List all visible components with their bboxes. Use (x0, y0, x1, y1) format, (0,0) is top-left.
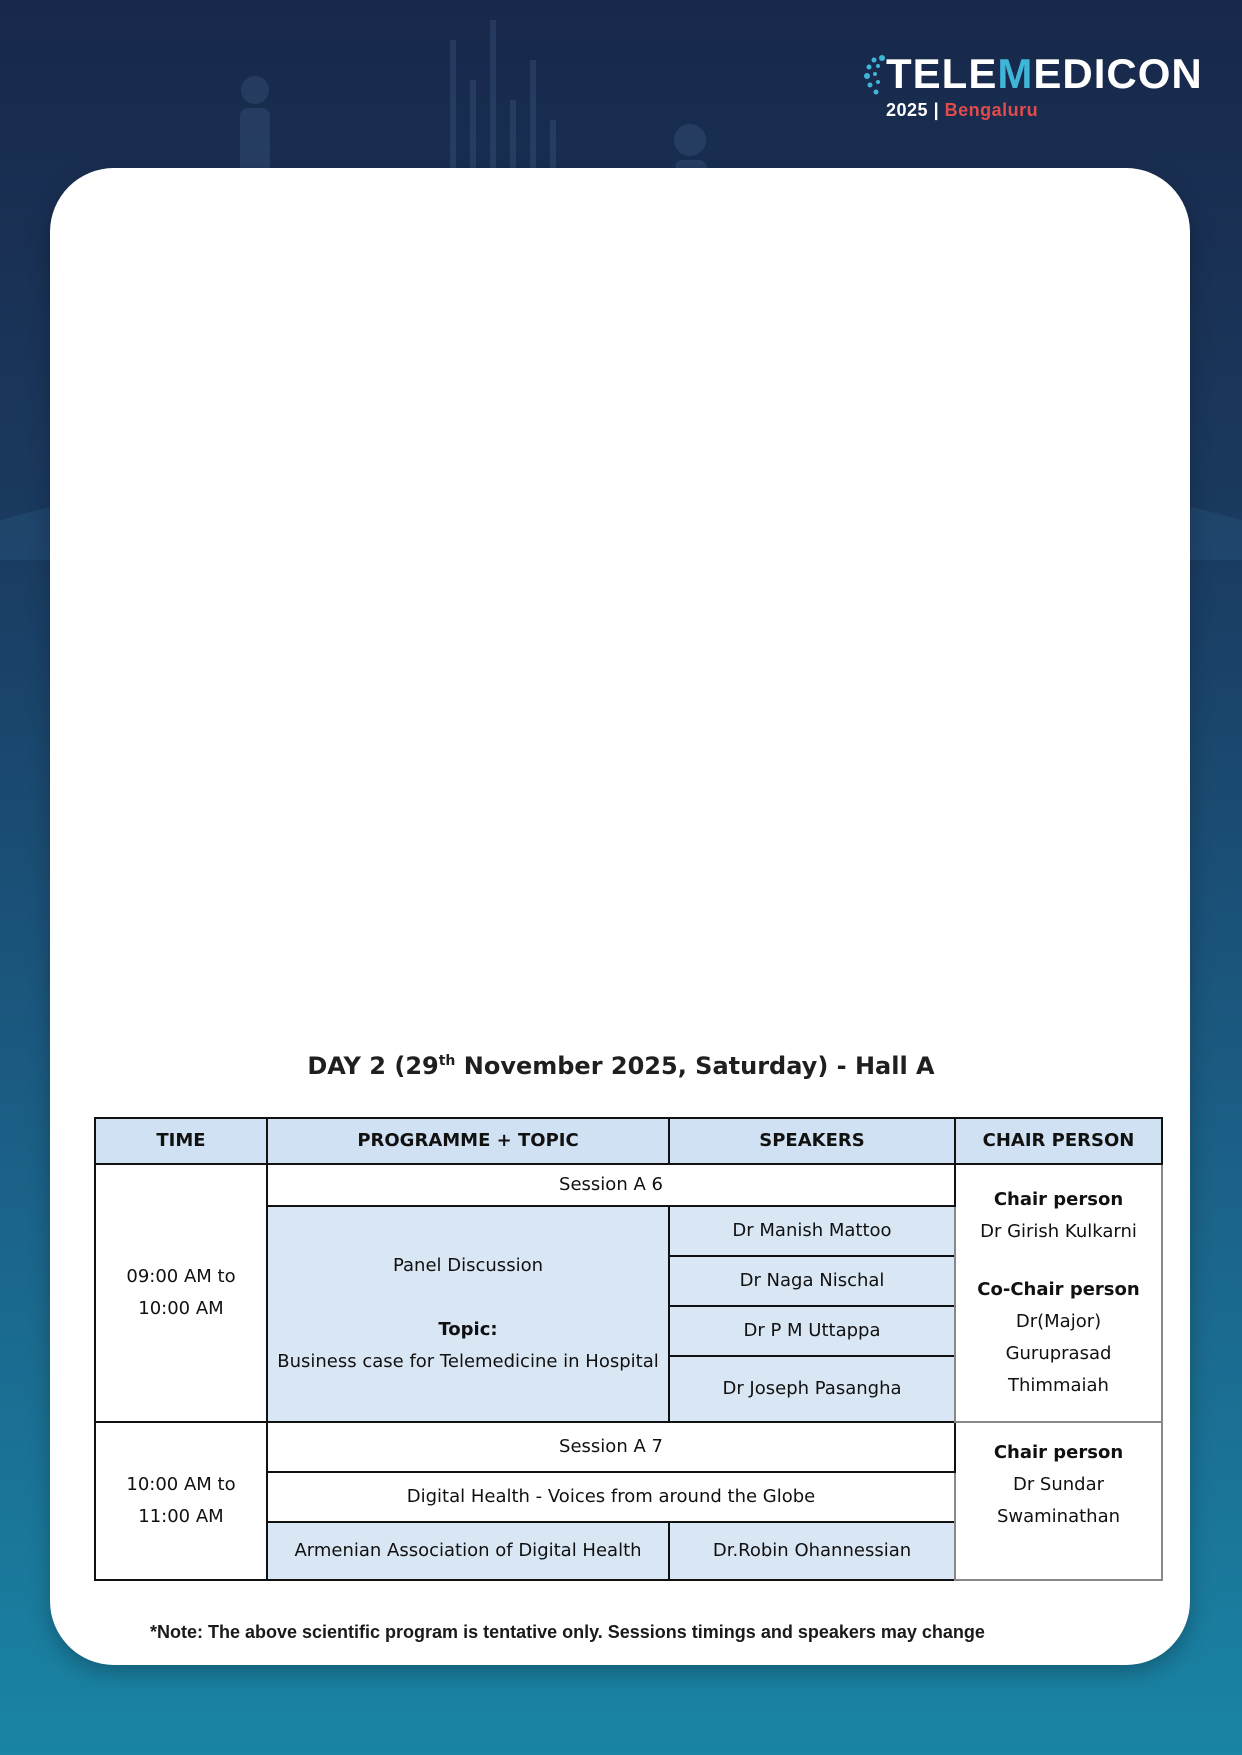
speaker-cell: Dr.Robin Ohannessian (669, 1522, 955, 1580)
topic-label: Topic: (438, 1319, 498, 1340)
topic-text: Business case for Telemedicine in Hospital (277, 1351, 659, 1372)
session-title: Session A 6 (267, 1164, 955, 1206)
table-row (95, 1422, 1162, 1472)
speaker-cell: Dr Naga Nischal (669, 1256, 955, 1306)
programme-cell: Armenian Association of Digital Health (267, 1522, 669, 1580)
logo-subline (886, 100, 1038, 121)
header-programme: PROGRAMME + TOPIC (267, 1118, 669, 1164)
chair-label: Chair person (993, 1189, 1124, 1210)
chair-name: Dr Sundar Swaminathan (996, 1474, 1121, 1527)
logo-separator: | (933, 100, 940, 120)
cochair-label: Co-Chair person (977, 1279, 1140, 1300)
schedule-table (94, 1117, 1163, 1581)
session-title: Session A 7 (267, 1422, 955, 1472)
table-header-row (95, 1118, 1162, 1164)
speaker-cell: Dr P M Uttappa (669, 1306, 955, 1356)
programme-type: Panel Discussion (392, 1255, 543, 1276)
session-time: 10:00 AM to 11:00 AM (95, 1422, 267, 1580)
table-row (95, 1164, 1162, 1206)
speaker-cell: Dr Joseph Pasangha (669, 1356, 955, 1422)
chair-cell (955, 1422, 1162, 1580)
header-speakers: SPEAKERS (669, 1118, 955, 1164)
disclaimer-note: *Note: The above scientific program is tentative only. Sessions timings and speakers may change (150, 1622, 985, 1642)
programme-cell (267, 1206, 669, 1422)
telemedicon-logo (866, 50, 1203, 122)
session-subtitle: Digital Health - Voices from around the Globe (267, 1472, 955, 1522)
session-time: 09:00 AM to 10:00 AM (95, 1164, 267, 1422)
header-time: TIME (95, 1118, 267, 1164)
cochair-name: Dr(Major) Guruprasad Thimmaiah (1005, 1311, 1112, 1396)
logo-wordmark: TELEMEDICON (886, 50, 1203, 97)
header-chair-person: CHAIR PERSON (955, 1118, 1162, 1164)
speaker-cell: Dr Manish Mattoo (669, 1206, 955, 1256)
day-heading: DAY 2 (29th November 2025, Saturday) - Hall A (307, 1052, 935, 1080)
logo-city: Bengaluru (944, 100, 1039, 120)
chair-label: Chair person (993, 1442, 1124, 1463)
chair-name: Dr Girish Kulkarni (980, 1221, 1137, 1242)
logo-year: 2025 (886, 100, 929, 120)
chair-cell (955, 1164, 1162, 1422)
